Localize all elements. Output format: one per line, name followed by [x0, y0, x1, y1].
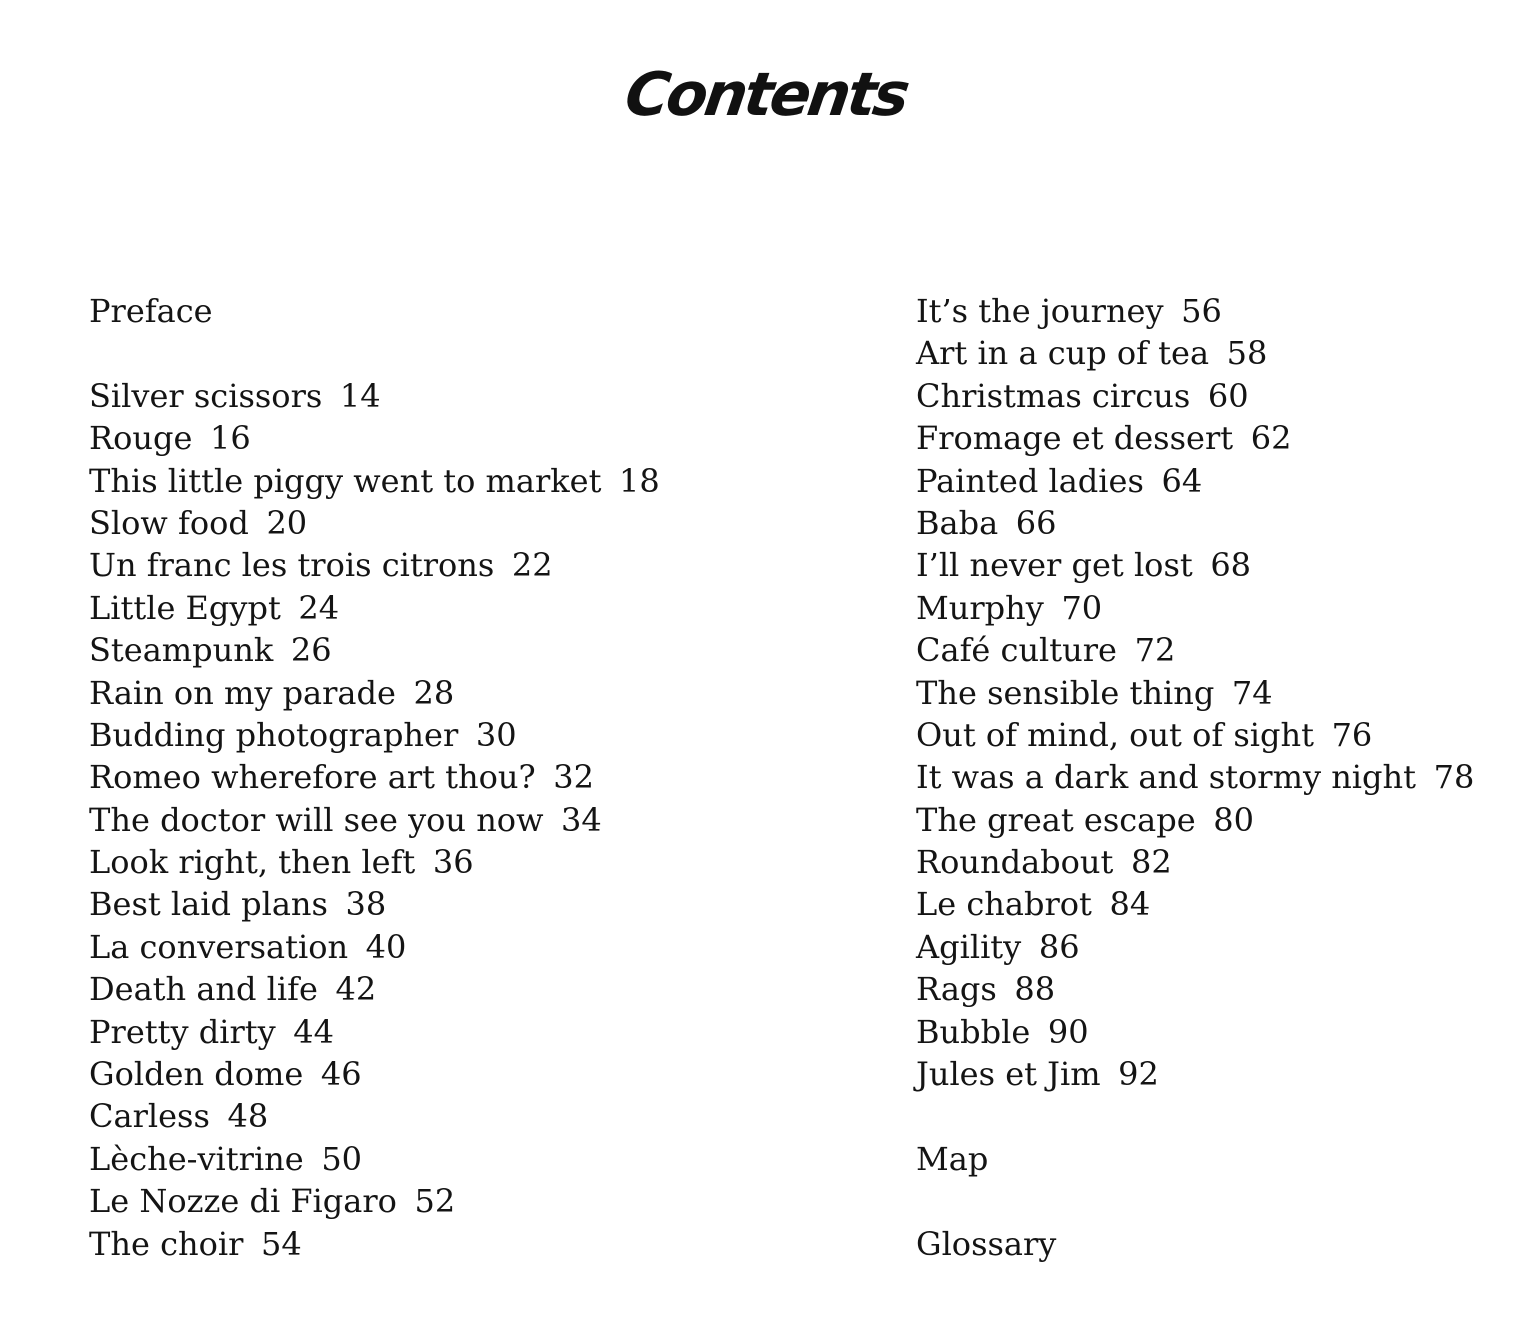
toc-entry[interactable]: [916, 799, 1474, 841]
toc-entry-page: 66: [1015, 503, 1057, 542]
toc-entry-title: Romeo wherefore art thou?: [89, 758, 536, 797]
toc-entry-page: 42: [335, 970, 377, 1009]
toc-entry[interactable]: [89, 460, 660, 502]
toc-entry-page: 18: [619, 461, 660, 500]
toc-entry-page: 62: [1250, 419, 1292, 458]
toc-entry-title: Best laid plans: [89, 885, 328, 924]
toc-entry-title: Le chabrot: [916, 885, 1092, 924]
toc-entry-title: Carless: [89, 1097, 210, 1136]
toc-entry-title: It was a dark and stormy night: [916, 758, 1416, 797]
toc-entry-page: 14: [339, 376, 381, 415]
toc-entry-title: Baba: [916, 503, 999, 542]
toc-entry[interactable]: [916, 883, 1474, 925]
toc-entry[interactable]: [916, 544, 1474, 586]
toc-entry[interactable]: [89, 1095, 660, 1137]
toc-entry-page: 40: [365, 927, 407, 966]
toc-entry-page: 32: [553, 758, 594, 797]
toc-entry-page: 26: [290, 631, 332, 670]
toc-entry[interactable]: [89, 290, 660, 332]
toc-entry-title: Art in a cup of tea: [916, 334, 1210, 373]
toc-entry-page: 16: [209, 419, 251, 458]
toc-entry-title: The choir: [89, 1224, 244, 1263]
toc-entry-page: 88: [1014, 970, 1056, 1009]
toc-entry-title: Bubble: [916, 1012, 1031, 1051]
toc-entry-title: Budding photographer: [89, 715, 459, 754]
toc-entry[interactable]: [916, 841, 1474, 883]
toc-entry[interactable]: [89, 756, 660, 798]
toc-entry-page: 24: [298, 588, 340, 627]
toc-entry[interactable]: [89, 672, 660, 714]
toc-entry[interactable]: [89, 1223, 660, 1265]
toc-entry-page: 44: [293, 1012, 334, 1051]
toc-entry[interactable]: [916, 1011, 1474, 1053]
toc-entry-page: 46: [320, 1055, 362, 1094]
toc-entry-title: Fromage et dessert: [916, 419, 1234, 458]
toc-entry-page: 58: [1226, 334, 1268, 373]
toc-entry[interactable]: [916, 502, 1474, 544]
toc-entry-title: Christmas circus: [916, 376, 1191, 415]
toc-entry-title: Painted ladies: [916, 461, 1144, 500]
toc-entry-title: Death and life: [89, 970, 318, 1009]
toc-entry-title: Out of mind, out of sight: [916, 715, 1314, 754]
toc-entry[interactable]: [916, 1053, 1474, 1095]
toc-entry-page: 30: [475, 715, 517, 754]
toc-right-column: [916, 290, 1474, 1265]
toc-entry-page: 92: [1118, 1055, 1159, 1094]
toc-entry[interactable]: [916, 290, 1474, 332]
toc-entry[interactable]: [89, 417, 660, 459]
toc-entry[interactable]: [916, 375, 1474, 417]
toc-entry[interactable]: [89, 799, 660, 841]
toc-entry-page: 56: [1181, 292, 1222, 330]
toc-entry[interactable]: [916, 672, 1474, 714]
toc-entry-title: This little piggy went to market: [89, 461, 602, 500]
toc-entry-page: 86: [1038, 927, 1080, 966]
toc-entry-page: 52: [414, 1182, 456, 1221]
toc-entry-title: Silver scissors: [89, 376, 323, 415]
toc-entry[interactable]: [89, 1138, 660, 1180]
toc-entry-title: La conversation: [89, 927, 349, 966]
toc-entry-page: 78: [1433, 758, 1475, 797]
toc-entry[interactable]: [916, 714, 1474, 756]
toc-entry-title: Lèche-vitrine: [89, 1139, 304, 1178]
toc-entry[interactable]: [89, 883, 660, 925]
toc-entry-title: Agility: [916, 927, 1022, 966]
toc-entry[interactable]: [916, 629, 1474, 671]
toc-entry[interactable]: [89, 587, 660, 629]
toc-entry[interactable]: [89, 1180, 660, 1222]
toc-entry-page: 34: [561, 800, 602, 839]
toc-entry-title: The sensible thing: [916, 673, 1215, 712]
toc-entry[interactable]: [89, 629, 660, 671]
toc-entry[interactable]: [89, 968, 660, 1010]
toc-entry-title: Rouge: [89, 419, 193, 458]
toc-entry-title: Un franc les trois citrons: [89, 546, 495, 585]
toc-entry-title: The great escape: [916, 800, 1196, 839]
toc-entry-page: 36: [432, 843, 474, 882]
toc-entry-page: 72: [1134, 631, 1176, 670]
toc-entry[interactable]: [916, 587, 1474, 629]
toc-entry-title: Map: [916, 1139, 989, 1178]
toc-entry[interactable]: [916, 417, 1474, 459]
toc-entry-page: 60: [1207, 376, 1249, 415]
toc-entry[interactable]: [916, 332, 1474, 374]
toc-entry-page: 70: [1061, 588, 1103, 627]
toc-entry-title: Look right, then left: [89, 843, 416, 882]
toc-entry[interactable]: [916, 1138, 1474, 1180]
toc-entry-title: Pretty dirty: [89, 1012, 276, 1051]
toc-entry-title: Rain on my parade: [89, 673, 396, 712]
toc-entry-page: 64: [1161, 461, 1203, 500]
toc-entry-page: 76: [1331, 715, 1373, 754]
toc-entry[interactable]: [916, 926, 1474, 968]
toc-entry-title: Slow food: [89, 503, 249, 542]
toc-entry-page: 48: [227, 1097, 269, 1136]
toc-entry[interactable]: [89, 1053, 660, 1095]
toc-entry-page: 38: [345, 885, 387, 924]
toc-entry[interactable]: [89, 544, 660, 586]
toc-entry-page: 82: [1130, 843, 1172, 882]
toc-entry[interactable]: [89, 841, 660, 883]
toc-entry-title: Preface: [89, 292, 213, 330]
toc-entry-page: 84: [1109, 885, 1151, 924]
toc-entry-title: Roundabout: [916, 843, 1114, 882]
page-title: Contents: [620, 60, 912, 130]
toc-entry-page: 68: [1210, 546, 1252, 585]
toc-entry[interactable]: [916, 1223, 1474, 1265]
toc-entry-title: Le Nozze di Figaro: [89, 1182, 397, 1221]
toc-entry[interactable]: [89, 502, 660, 544]
toc-entry[interactable]: [89, 1011, 660, 1053]
toc-entry-title: Glossary: [916, 1224, 1057, 1263]
toc-entry-page: 22: [511, 546, 553, 585]
toc-entry-title: I’ll never get lost: [916, 546, 1193, 585]
toc-left-column: [89, 290, 660, 1265]
toc-entry-title: The doctor will see you now: [89, 800, 544, 839]
toc-entry-title: Steampunk: [89, 631, 274, 670]
toc-entry-page: 74: [1231, 673, 1273, 712]
toc-entry-title: Golden dome: [89, 1055, 304, 1094]
toc-entry[interactable]: [89, 375, 660, 417]
toc-entry[interactable]: [916, 968, 1474, 1010]
toc-entry-title: It’s the journey: [916, 292, 1164, 330]
toc-entry[interactable]: [916, 460, 1474, 502]
toc-entry[interactable]: [89, 926, 660, 968]
toc-entry-page: 90: [1047, 1012, 1089, 1051]
toc-entry-page: 80: [1213, 800, 1254, 839]
toc-entry-title: Little Egypt: [89, 588, 281, 627]
toc-entry[interactable]: [916, 756, 1474, 798]
toc-entry-title: Rags: [916, 970, 997, 1009]
toc-entry-page: 50: [321, 1139, 363, 1178]
toc-entry[interactable]: [89, 714, 660, 756]
toc-entry-title: Jules et Jim: [916, 1055, 1101, 1094]
toc-entry-title: Murphy: [916, 588, 1044, 627]
toc-entry-page: 28: [413, 673, 455, 712]
toc-entry-page: 54: [260, 1224, 302, 1263]
toc-entry-page: 20: [266, 503, 308, 542]
toc-entry-title: Café culture: [916, 631, 1117, 670]
